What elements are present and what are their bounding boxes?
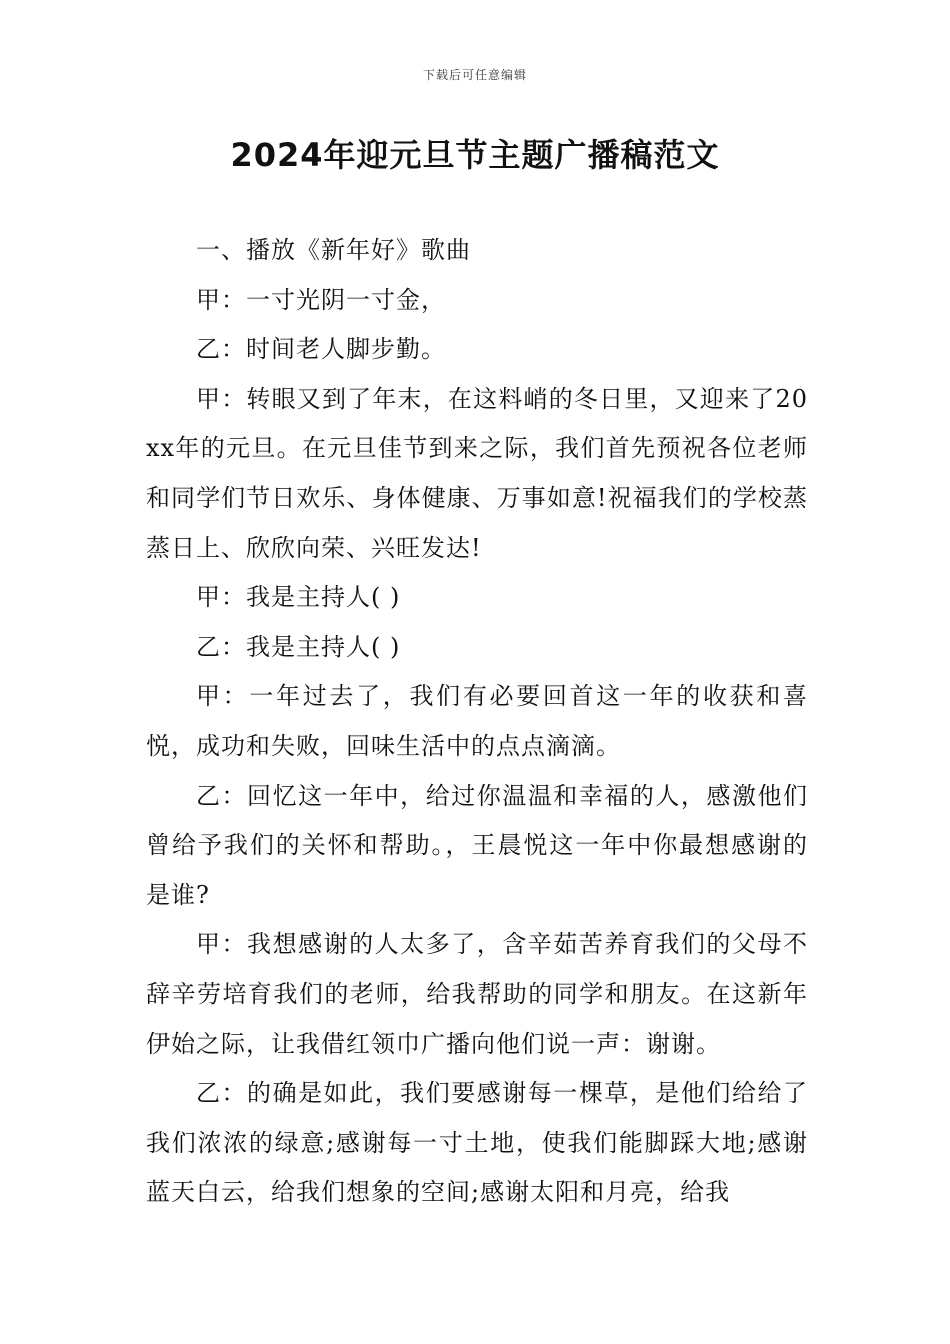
paragraph-line: 甲：一年过去了，我们有必要回首这一年的收获和喜悦，成功和失败，回味生活中的点点滴滴。 xyxy=(146,682,808,760)
paragraph-line: 乙：的确是如此，我们要感谢每一棵草，是他们给给了我们浓浓的绿意;感谢每一寸土地，使我们能脚踩大地;感谢蓝天白云，给我们想象的空间;感谢太阳和月亮，给我 xyxy=(146,1079,808,1207)
paragraph-song: 一、播放《新年好》歌曲 xyxy=(196,236,471,264)
paragraph-line: 乙：回忆这一年中，给过你温温和幸福的人，感激他们曾给予我们的关怀和帮助。，王晨悦这一年中你最想感谢的是谁? xyxy=(146,781,808,909)
header-note: 下载后可任意编辑 xyxy=(422,68,527,82)
document-body xyxy=(146,226,808,1218)
document-title: 2024年迎元旦节主题广播稿范文 xyxy=(230,136,720,174)
paragraph-line: 甲：转眼又到了年末，在这料峭的冬日里，又迎来了20xx年的元旦。在元旦佳节到来之际，我们首先预祝各位老师和同学们节日欢乐、身体健康、万事如意!祝福我们的学校蒸蒸日上、欣欣向荣、兴旺发达! xyxy=(146,384,808,562)
paragraph-line: 甲：我是主持人( ) xyxy=(196,583,401,612)
paragraph-line: 乙：时间老人脚步勤。 xyxy=(196,335,446,364)
paragraph-line: 甲：我想感谢的人太多了，含辛茹苦养育我们的父母不辞辛劳培育我们的老师，给我帮助的同学和朋友。在这新年伊始之际，让我借红领巾广播向他们说一声：谢谢。 xyxy=(146,930,808,1058)
paragraph-line: 甲：一寸光阴一寸金， xyxy=(196,285,446,314)
paragraph-line: 乙：我是主持人( ) xyxy=(196,632,401,661)
